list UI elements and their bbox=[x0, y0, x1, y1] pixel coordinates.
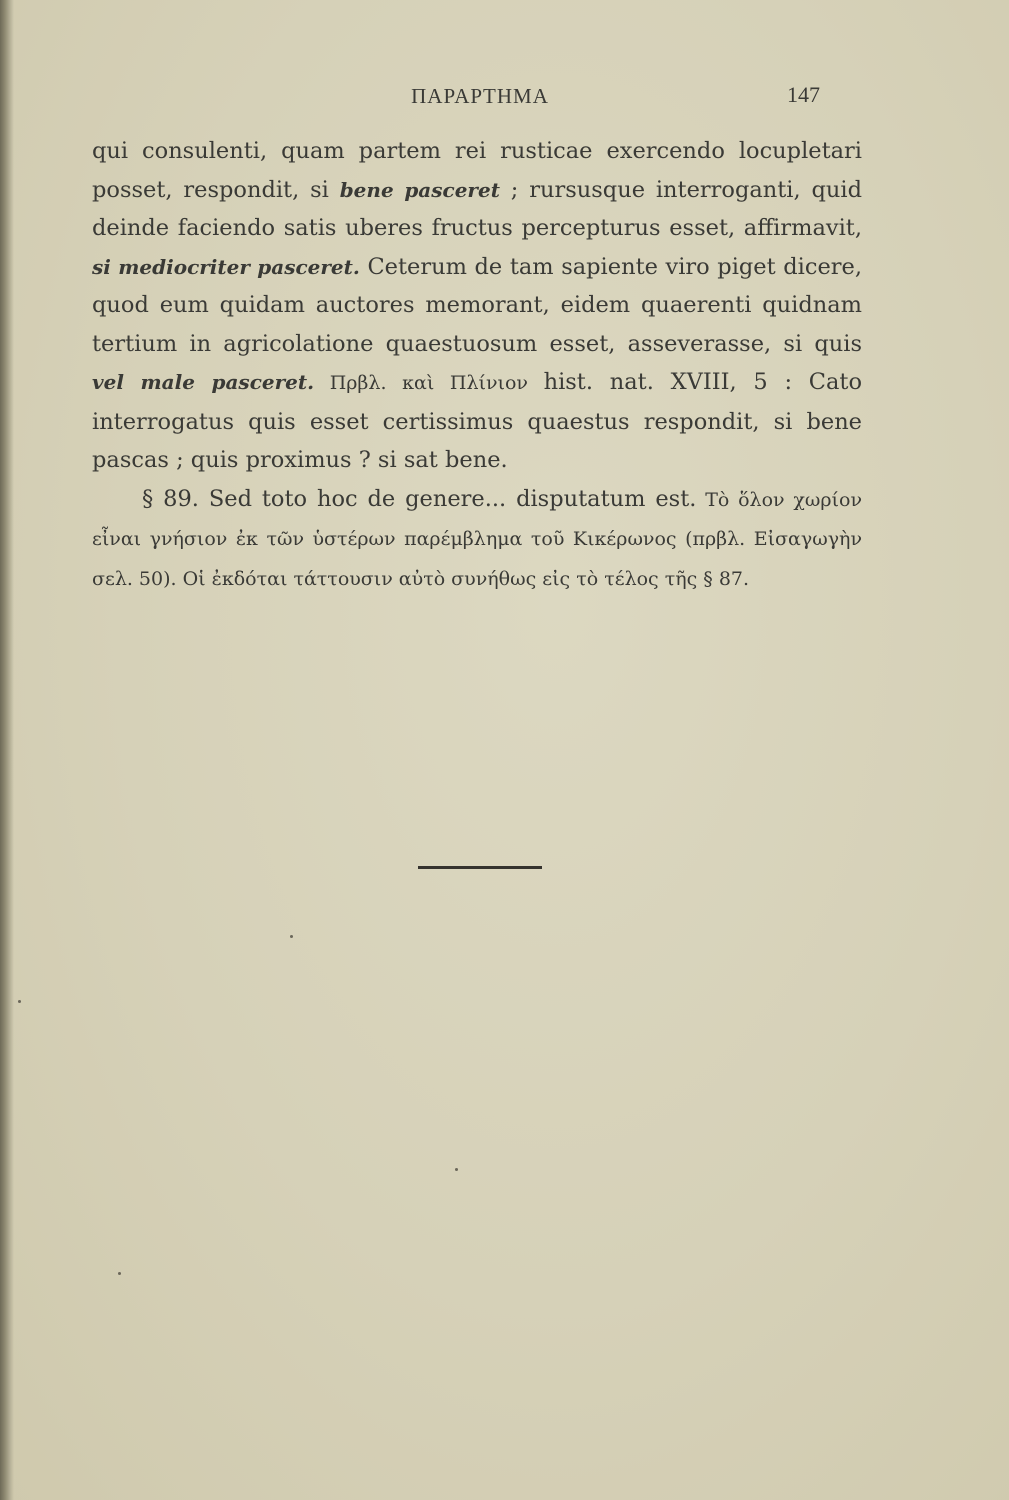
end-rule bbox=[418, 866, 542, 869]
page-speck bbox=[118, 1272, 121, 1275]
page-speck bbox=[18, 1000, 21, 1003]
paragraph-1-text-c: Ceterum de tam sapiente viro piget dicere, quod eum quidam auctores memorant, eidem quaerenti quidnam tertium in agricolatione quaestuosum esset, asseverasse, si quis bbox=[92, 253, 862, 357]
paragraph-2 bbox=[92, 480, 862, 599]
header-title: ΠΑΡΑΡΤΗΜΑ bbox=[411, 84, 549, 108]
running-header bbox=[90, 82, 870, 112]
paragraph-1-text-d: hist. nat. XVIII, 5 : Cato interrogatus quis esset certissimus quaestus respondit, si bene pascas ; quis proximus ? si sat bene. bbox=[92, 369, 862, 473]
paragraph-1-text-b: ; rursusque interroganti, quid deinde faciendo satis uberes fructus percepturus esset, affirmavit, bbox=[92, 176, 862, 241]
paragraph-1-italic-b: si mediocriter pasceret. bbox=[92, 254, 360, 279]
binding-edge bbox=[0, 0, 14, 1500]
page-speck bbox=[455, 1168, 458, 1171]
paragraph-1 bbox=[92, 132, 862, 480]
paragraph-2-text: § 89. Sed toto hoc de genere... disputatum est. bbox=[142, 485, 697, 512]
paragraph-1-greek: Πρβλ. καὶ Πλίνιον bbox=[314, 372, 544, 394]
page-speck bbox=[290, 935, 293, 938]
page-number: 147 bbox=[787, 82, 820, 107]
paragraph-1-text-a: qui consulenti, quam partem rei rusticae exercendo locupletari posset, respondit, si bbox=[92, 138, 862, 203]
paragraph-2-greek: Τὸ ὅλον χωρίον εἶναι γνήσιον ἐκ τῶν ὑστέρων παρέμβλημα τοῦ Κικέρωνος (πρβλ. Εἰσαγωγὴν σελ. 50). Οἱ ἐκδόται τάττουσιν αὐτὸ συνήθως εἰς τὸ τέλος τῆς § 87. bbox=[92, 488, 862, 590]
body-text bbox=[92, 132, 862, 598]
paragraph-1-italic-c: vel male pasceret. bbox=[92, 370, 315, 394]
paragraph-1-italic-a: bene pasceret bbox=[339, 177, 500, 202]
